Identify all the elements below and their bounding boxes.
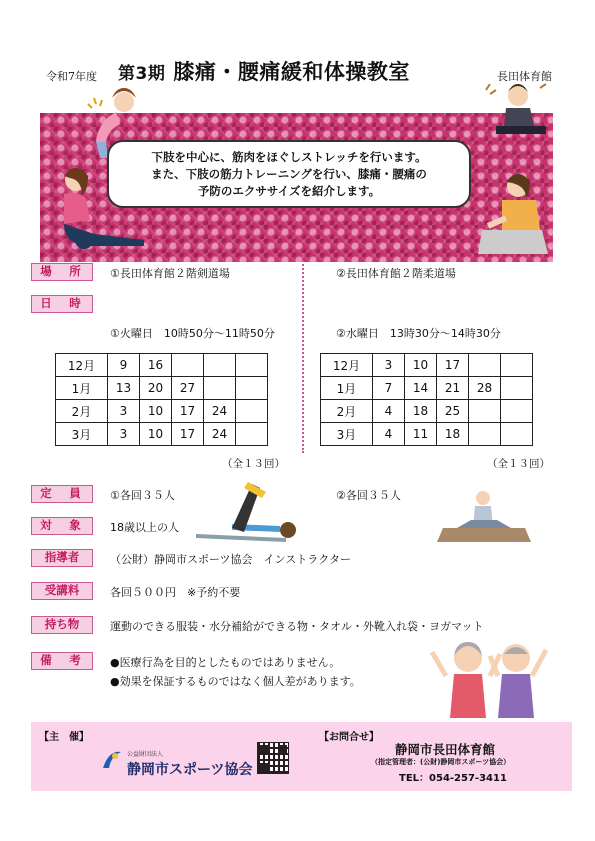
term-label: 第3期	[118, 64, 166, 84]
date-cell: 4	[373, 423, 405, 446]
date-cell	[204, 354, 236, 377]
session-2-time: ②水曜日 13時30分～14時30分	[336, 327, 501, 340]
target-text: 18歳以上の人	[110, 521, 179, 534]
month-cell: 2月	[56, 400, 108, 423]
datetime-label: 日 時	[31, 295, 93, 313]
date-cell	[204, 377, 236, 400]
month-cell: 3月	[321, 423, 373, 446]
inquiry-manager: （指定管理者：(公財)静岡市スポーツ協会）	[371, 758, 511, 766]
venue-1: ①長田体育館２階剣道場	[110, 267, 230, 280]
month-cell: 12月	[56, 354, 108, 377]
table-row	[321, 423, 533, 446]
target-label: 対 象	[31, 517, 93, 535]
fee-label: 受講料	[31, 582, 93, 600]
fiscal-year: 令和7年度	[46, 70, 97, 83]
schedule-table-1	[55, 353, 268, 446]
total-sessions-2: （全１３回）	[487, 458, 550, 470]
date-cell: 17	[172, 400, 204, 423]
venue-label: 場 所	[31, 263, 93, 281]
table-row	[321, 354, 533, 377]
table-row	[56, 354, 268, 377]
date-cell: 13	[108, 377, 140, 400]
footer	[31, 722, 572, 791]
date-cell: 3	[108, 423, 140, 446]
date-cell: 10	[140, 400, 172, 423]
date-cell	[501, 354, 533, 377]
fee-text: 各回５００円 ※予約不要	[110, 586, 241, 599]
date-cell: 24	[204, 423, 236, 446]
date-cell: 28	[469, 377, 501, 400]
date-cell: 17	[172, 423, 204, 446]
capacity-2: ②各回３５人	[336, 489, 401, 502]
date-cell	[469, 400, 501, 423]
date-cell: 17	[437, 354, 469, 377]
date-cell	[236, 354, 268, 377]
month-cell: 12月	[321, 354, 373, 377]
date-cell	[236, 423, 268, 446]
date-cell	[236, 377, 268, 400]
date-cell	[236, 400, 268, 423]
capacity-1: ①各回３５人	[110, 489, 175, 502]
page-title	[118, 56, 410, 86]
notes-label: 備 考	[31, 652, 93, 670]
elderly-couple-illustration	[428, 636, 558, 720]
org-type: 公益財団法人	[127, 751, 164, 758]
column-divider	[302, 253, 304, 453]
date-cell: 18	[405, 400, 437, 423]
date-cell	[501, 377, 533, 400]
knee-pain-man-illustration	[476, 80, 554, 142]
belongings-text: 運動のできる服装・水分補給ができる物・タオル・外靴入れ袋・ヨガマット	[110, 620, 484, 633]
leg-raise-illustration	[192, 478, 300, 544]
date-cell	[469, 354, 501, 377]
date-cell: 3	[108, 400, 140, 423]
table-row	[56, 400, 268, 423]
date-cell	[469, 423, 501, 446]
session-1-time: ①火曜日 10時50分～11時50分	[110, 327, 275, 340]
date-cell: 9	[108, 354, 140, 377]
description-line: 予防のエクササイズを紹介します。	[197, 184, 381, 198]
date-cell	[172, 354, 204, 377]
title-text: 膝痛・腰痛緩和体操教室	[173, 60, 410, 84]
qr-code[interactable]	[257, 742, 289, 774]
date-cell: 10	[140, 423, 172, 446]
host-label: 【主 催】	[39, 732, 89, 743]
month-cell: 1月	[56, 377, 108, 400]
date-cell: 7	[373, 377, 405, 400]
table-row	[321, 400, 533, 423]
description-line: また、下肢の筋力トレーニングを行い、膝痛・腰痛の	[151, 167, 427, 181]
instructor-label: 指導者	[31, 549, 93, 567]
seated-woman-illustration	[474, 168, 554, 260]
date-cell	[501, 400, 533, 423]
note-item: ●効果を保証するものではなく個人差があります。	[110, 675, 361, 688]
date-cell: 21	[437, 377, 469, 400]
table-row	[321, 377, 533, 400]
total-sessions-1: （全１３回）	[222, 458, 285, 470]
date-cell: 4	[373, 400, 405, 423]
capacity-label: 定 員	[31, 485, 93, 503]
schedule-table-2	[320, 353, 533, 446]
date-cell	[501, 423, 533, 446]
date-cell: 20	[140, 377, 172, 400]
instructor-text: （公財）静岡市スポーツ協会 インストラクター	[110, 553, 352, 566]
date-cell: 3	[373, 354, 405, 377]
date-cell: 27	[172, 377, 204, 400]
inquiry-label: 【お問合せ】	[319, 732, 379, 743]
month-cell: 1月	[321, 377, 373, 400]
inquiry-tel[interactable]: TEL：054-257-3411	[399, 773, 507, 784]
note-item: ●医療行為を目的としたものではありません。	[110, 656, 341, 669]
table-row	[56, 377, 268, 400]
seated-stretch-illustration	[437, 488, 531, 546]
inquiry-name: 静岡市長田体育館	[395, 742, 496, 757]
description-line: 下肢を中心に、筋肉をほぐしストレッチを行います。	[151, 150, 427, 164]
month-cell: 3月	[56, 423, 108, 446]
header-venue: 長田体育館	[497, 70, 552, 83]
date-cell: 14	[405, 377, 437, 400]
org-logo-icon	[99, 748, 123, 772]
description-bubble	[107, 140, 471, 208]
date-cell: 11	[405, 423, 437, 446]
date-cell: 24	[204, 400, 236, 423]
date-cell: 25	[437, 400, 469, 423]
venue-2: ②長田体育館２階柔道場	[336, 267, 456, 280]
month-cell: 2月	[321, 400, 373, 423]
belongings-label: 持ち物	[31, 616, 93, 634]
date-cell: 18	[437, 423, 469, 446]
table-row	[56, 423, 268, 446]
date-cell: 10	[405, 354, 437, 377]
host-org: 静岡市スポーツ協会	[127, 762, 253, 778]
date-cell: 16	[140, 354, 172, 377]
